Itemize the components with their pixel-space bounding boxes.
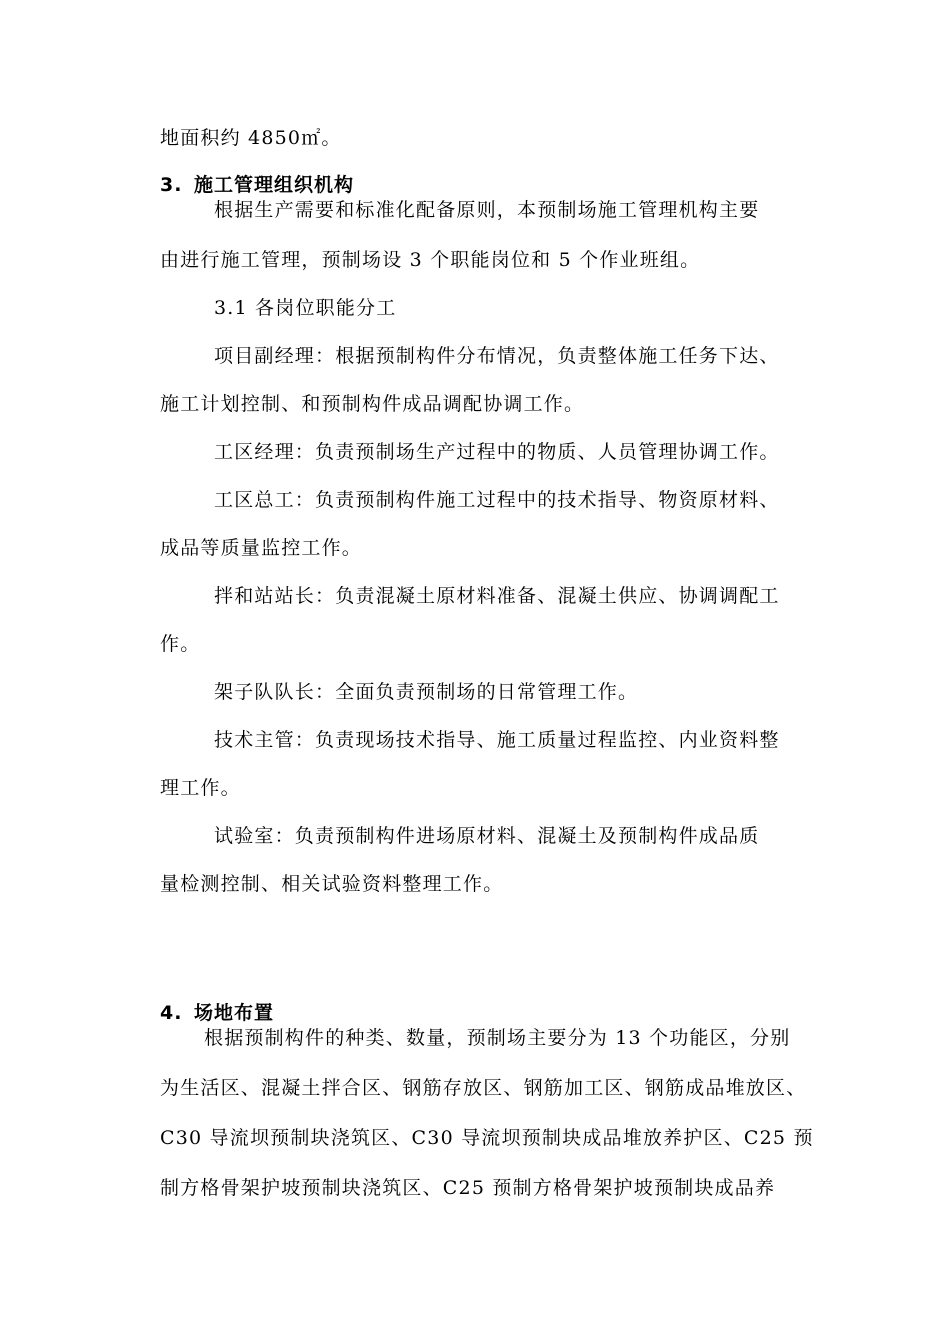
role-laboratory-line: 试验室：负责预制构件进场原材料、混凝土及预制构件成品质 bbox=[214, 825, 760, 847]
role-laboratory-line: 量检测控制、相关试验资料整理工作。 bbox=[160, 873, 504, 895]
section-4-heading bbox=[160, 1001, 274, 1025]
role-area-manager-line: 工区经理：负责预制场生产过程中的物质、人员管理协调工作。 bbox=[214, 441, 780, 463]
section-4-number: 4. bbox=[160, 1002, 183, 1024]
role-deputy-pm-line: 施工计划控制、和预制构件成品调配协调工作。 bbox=[160, 393, 585, 415]
section-4-paragraph-line: 为生活区、混凝土拌合区、钢筋存放区、钢筋加工区、钢筋成品堆放区、 bbox=[160, 1077, 807, 1099]
role-mixing-station-line: 作。 bbox=[160, 633, 201, 655]
role-deputy-pm-line: 项目副经理：根据预制构件分布情况，负责整体施工任务下达、 bbox=[214, 345, 780, 367]
section-4-paragraph-line: 制方格骨架护坡预制块浇筑区、C25 预制方格骨架护坡预制块成品养 bbox=[160, 1177, 776, 1199]
subsection-3-1-title: 3.1 各岗位职能分工 bbox=[214, 297, 397, 319]
role-tech-supervisor-line: 技术主管：负责现场技术指导、施工质量过程监控、内业资料整 bbox=[214, 729, 780, 751]
section-4-title: 场地布置 bbox=[194, 1002, 275, 1024]
section-3-paragraph-line: 根据生产需要和标准化配备原则，本预制场施工管理机构主要 bbox=[214, 199, 760, 221]
role-mixing-station-line: 拌和站站长：负责混凝土原材料准备、混凝土供应、协调调配工 bbox=[214, 585, 780, 607]
role-area-engineer-line: 工区总工：负责预制构件施工过程中的技术指导、物资原材料、 bbox=[214, 489, 780, 511]
role-area-engineer-line: 成品等质量监控工作。 bbox=[160, 537, 363, 559]
section-4-paragraph-line: C30 导流坝预制块浇筑区、C30 导流坝预制块成品堆放养护区、C25 预 bbox=[160, 1127, 814, 1149]
intro-line: 地面积约 4850㎡。 bbox=[160, 127, 342, 149]
role-team-leader-line: 架子队队长：全面负责预制场的日常管理工作。 bbox=[214, 681, 639, 703]
section-4-paragraph-line: 根据预制构件的种类、数量，预制场主要分为 13 个功能区，分别 bbox=[204, 1027, 791, 1049]
role-tech-supervisor-line: 理工作。 bbox=[160, 777, 241, 799]
section-3-paragraph-line: 由进行施工管理，预制场设 3 个职能岗位和 5 个作业班组。 bbox=[160, 249, 701, 271]
section-3-number: 3. bbox=[160, 174, 183, 196]
section-3-heading bbox=[160, 173, 354, 197]
section-3-title: 施工管理组织机构 bbox=[194, 174, 355, 196]
